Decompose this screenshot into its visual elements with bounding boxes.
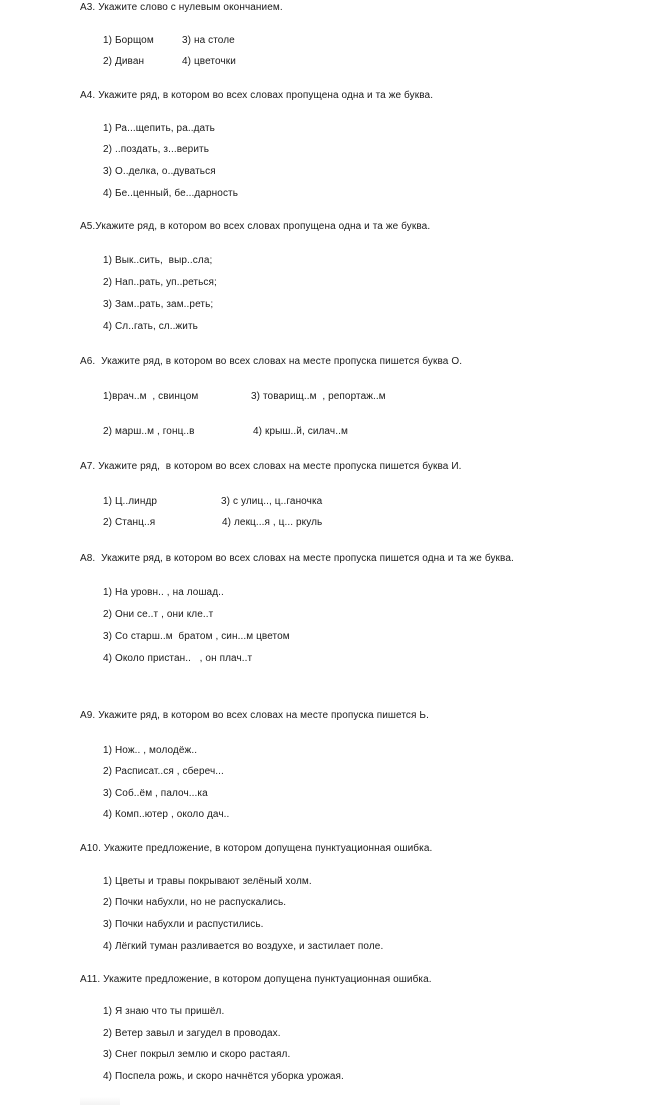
option-a5-3: 3) Зам..рать, зам..реть; [103,299,214,310]
option-a9-2: 2) Расписат..ся , сбереч... [103,766,224,777]
option-a7-1: 1) Ц..линдр [103,496,158,507]
option-a5-4: 4) Сл..гать, сл..жить [103,321,198,332]
question-a3-title: А3. Укажите слово с нулевым окончанием. [80,2,283,13]
option-a6-4: 4) крыш..й, силач..м [253,426,348,437]
question-a10-title: А10. Укажите предложение, в котором допущена пунктуационная ошибка. [80,843,433,854]
option-a4-4: 4) Бе..ценный, бе...дарность [103,188,239,199]
option-a5-1: 1) Вык..сить, выр..сла; [103,255,213,266]
option-a10-3: 3) Почки набухли и распустились. [103,919,264,930]
question-a6-title: А6. Укажите ряд, в котором во всех словах на месте пропуска пишется буква О. [80,356,463,367]
option-a8-2: 2) Они се..т , они кле..т [103,609,214,620]
option-a9-3: 3) Соб..ём , палоч...ка [103,788,208,799]
option-a8-3: 3) Со старш..м братом , син...м цветом [103,631,290,642]
option-a4-1: 1) Ра...щепить, ра..дать [103,123,215,134]
option-a3-4: 4) цветочки [182,56,236,67]
option-a8-4: 4) Около пристан.. , он плач..т [103,653,253,664]
question-a7-title: А7. Укажите ряд, в котором во всех словах на месте пропуска пишется буква И. [80,461,462,472]
option-a7-3: 3) с улиц.., ц..ганочка [221,496,323,507]
option-a9-1: 1) Нож.. , молодёж.. [103,745,198,756]
option-a10-2: 2) Почки набухли, но не распускались. [103,897,287,908]
option-a7-2: 2) Станц..я [103,517,156,528]
option-a6-2: 2) марш..м , гонц..в [103,426,195,437]
option-a11-3: 3) Снег покрыл землю и скоро растаял. [103,1049,291,1060]
option-a10-4: 4) Лёгкий туман разливается во воздухе, и застилает поле. [103,941,384,952]
option-a11-4: 4) Поспела рожь, и скоро начнётся уборка урожая. [103,1071,344,1082]
option-a11-1: 1) Я знаю что ты пришёл. [103,1006,225,1017]
question-a9-title: А9. Укажите ряд, в котором во всех словах на месте пропуска пишется Ь. [80,710,429,721]
option-a4-3: 3) О..делка, о..дуваться [103,166,216,177]
question-a4-title: А4. Укажите ряд, в котором во всех словах пропущена одна и та же буква. [80,90,434,101]
option-a9-4: 4) Комп..ютер , около дач.. [103,809,230,820]
question-a8-title: А8. Укажите ряд, в котором во всех словах на месте пропуска пишется одна и та же буква. [80,553,514,564]
option-a6-1: 1)врач..м , свинцом [103,391,199,402]
option-a6-3: 3) товарищ..м , репортаж..м [251,391,386,402]
option-a3-1: 1) Борщом [103,35,154,46]
option-a7-4: 4) лекц...я , ц... ркуль [222,517,323,528]
option-a3-3: 3) на столе [182,35,235,46]
page-bottom-shadow [80,1097,120,1105]
option-a11-2: 2) Ветер завыл и загудел в проводах. [103,1028,281,1039]
option-a3-2: 2) Диван [103,56,145,67]
question-a5-title: А5.Укажите ряд, в котором во всех словах пропущена одна и та же буква. [80,221,431,232]
question-a11-title: А11. Укажите предложение, в котором допущена пунктуационная ошибка. [80,974,432,985]
option-a4-2: 2) ..поздать, з...верить [103,144,209,155]
option-a8-1: 1) На уровн.. , на лошад.. [103,587,224,598]
option-a5-2: 2) Нап..рать, уп..реться; [103,277,217,288]
option-a10-1: 1) Цветы и травы покрывают зелёный холм. [103,876,312,887]
